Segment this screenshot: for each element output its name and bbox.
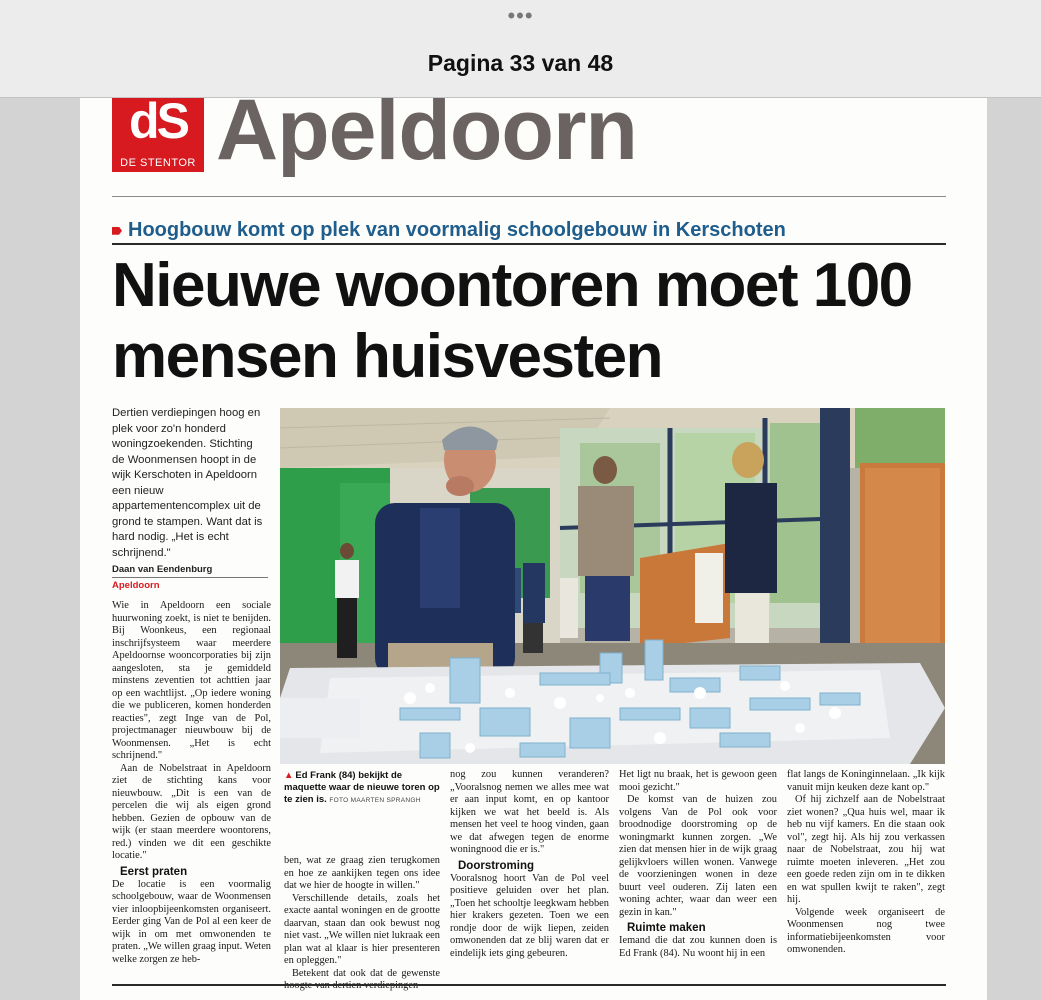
paragraph: Vooralsnog hoort Van de Pol veel positieve geluiden over het plan. „Toen het schooltje leegkwam hebben hier krakers gezeten. Toen we een rondje door de wijk liepen, zeiden omwonenden dat ze blij waren dat er eindelijk iets ging gebeuren. [450,872,609,959]
photo-credit: FOTO MAARTEN SPRANGH [329,797,421,804]
page-indicator: Pagina 33 van 48 [427,50,614,76]
article-column-3 [450,769,609,960]
divider [112,243,946,245]
caption-text: Ed Frank (84) bekijkt de maquette waar de nieuwe toren op te zien is. [284,770,440,805]
paragraph: ben, wat ze graag zien terugkomen en hoe ze aankijken tegen ons idee dat we hier de hoogte in willen." [284,855,440,891]
paragraph: Of hij zichzelf aan de Nobelstraat ziet wonen? „Qua huis wel, maar ik heb nu vijf kamers. En die staan ook vol", zegt hij. Als hij zou verkassen naar de Nobelstraat, zou hij wat ruimte moeten inleveren. „Het zou een goede reden zijn om in te dikken en wat spullen kwijt te raken", zegt hij. [787,794,945,905]
paragraph: De komst van de huizen zou volgens Van de Pol ook voor broodnodige doorstroming op de woningmarkt kunnen zorgen. „We zien dat mensen hier in de wijk graag gelijkvloers willen wonen. Vanwege de voorzieningen wonen in deze buurt veel ouderen. Zij laten een woning achter, waar dan weer een gezin in kan." [619,794,777,918]
paragraph: Iemand die dat zou kunnen doen is Ed Frank (84). Nu woont hij in een [619,935,777,959]
paragraph: Aan de Nobelstraat in Apeldoorn ziet de stichting kans voor nieuwbouw. „Dit is een van de percelen die wij als eigen grond hebben. Gezien de opbouw van de wijk (er staan meerdere woontorens, red.) vinden we dit een geschikte locatie." [112,762,271,861]
headline: Nieuwe woontoren moet 100 mensen huisvesten [112,251,912,391]
subheading: Ruimte maken [627,922,706,934]
paragraph: Volgende week organiseert de Woonmensen nog twee informatiebijeenkomsten voor omwonenden. [787,906,945,955]
paragraph: flat langs de Koninginnelaan. „Ik kijk vanuit mijn keuken deze kant op." [787,769,945,793]
caption-arrow-icon: ▲ [284,770,294,781]
divider [112,196,946,197]
intro-text: Dertien verdiepingen hoog en plek voor zo'n honderd woningzoekenden. Stichting de Woonmensen hoopt in de wijk Kerschoten in Apeldoorn een nieuw appartementencomplex uit de grond te stampen. Want dat is hard nodig. „Het is echt schrijnend." [112,407,263,559]
left-margin [0,98,80,1000]
arrow-icon [112,227,122,235]
section-title: Apeldoorn [216,98,637,178]
subheading: Doorstroming [458,859,535,872]
dateline: Apeldoorn [112,580,160,591]
kicker [112,219,786,242]
divider [112,984,946,986]
paragraph: Verschillende details, zoals het exacte aantal woningen en de grootte daarvan, staan dan ook bewust nog niet vast. „We willen niet lukraak een plan wat al klaar is hier presenteren en opleggen." [284,892,440,966]
viewer-toolbar [0,0,1041,98]
right-margin [987,98,1041,1000]
author-byline: Daan van Eendenburg [112,564,268,578]
logo-name: DE STENTOR [120,157,196,169]
article-column-1 [112,600,271,966]
paragraph: De locatie is een voormalig schoolgebouw, waar de Woonmensen vier inloopbijeenkomsten organiseert. Eerder ging Van de Pol al een keer de wijk in om met omwonenden te praten. „We willen graag input. Weten welke zorgen ze heb- [112,878,271,965]
kicker-text: Hoogbouw komt op plek van voormalig schoolgebouw in Kerschoten [128,219,786,241]
paragraph: Het ligt nu braak, het is gewoon geen mooi gezicht." [619,769,777,793]
subheading: Eerst praten [120,865,188,878]
article-photo [280,408,945,764]
paragraph: Betekent dat ook dat de gewenste [292,967,440,979]
article-column-4 [619,769,777,960]
article-column-2 [284,855,440,993]
more-options-icon[interactable]: ••• [507,3,534,28]
newspaper-page[interactable] [80,98,987,1000]
paragraph: Wie in Apeldoorn een sociale huurwoning zoekt, is niet te benijden. Bij Woonkeus, een regionaal inschrijfsysteem waar meerdere Apeldoornse wooncorporaties bij zijn aangesloten, sta je gemiddeld minstens zeventien tot achttien jaar op een wachtlijst. „Op iedere woning die we publiceren, komen honderden reacties", zegt Inge van de Pol, projectmanager nieuwbouw bij de Woonmensen. „Het is echt schrijnend." [112,600,271,761]
paragraph: nog zou kunnen veranderen? „Vooralsnog nemen we alles mee wat er aan input komt, en op kantoor kijken we wat het beeld is. Als mensen het veel te hoog vinden, gaan we dat afwegen tegen de enorme woningnood die er is." [450,769,609,855]
article-column-5 [787,769,945,957]
de-stentor-logo [112,98,204,172]
photo-caption [284,770,440,807]
logo-letters: dS [129,98,187,149]
